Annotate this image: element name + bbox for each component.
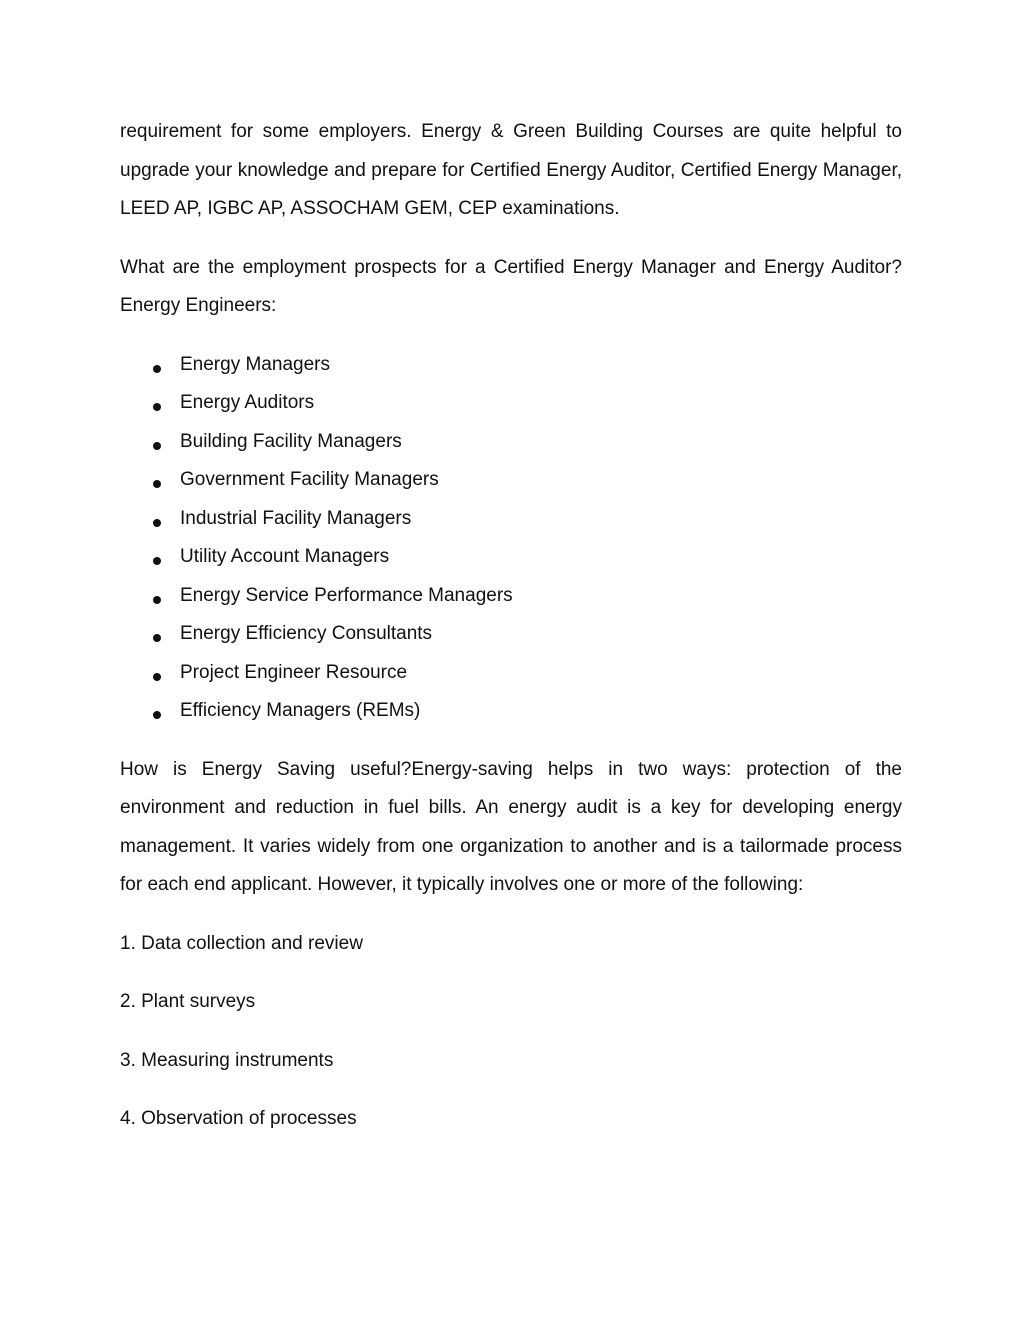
list-item-text: Utility Account Managers (180, 546, 390, 567)
bullet-icon (153, 480, 161, 488)
bullet-icon (153, 634, 161, 642)
bullet-icon (153, 403, 161, 411)
list-item (120, 423, 902, 462)
intro-paragraph: requirement for some employers. Energy & Green Building Courses are quite helpful to upgrade your knowledge and prepare for Certified Energy Auditor, Certified Energy Manager, LEED AP, IGBC AP, ASSOCHAM GEM, CEP examinations. (120, 121, 902, 219)
list-item (120, 461, 902, 500)
prospects-paragraph: What are the employment prospects for a Certified Energy Manager and Energy Auditor? Energy Engineers: (120, 256, 902, 316)
list-item-text: Energy Auditors (180, 392, 315, 413)
bullet-icon (153, 596, 161, 604)
list-item-text: Energy Service Performance Managers (180, 584, 513, 606)
list-item-text: Efficiency Managers (REMs) (180, 700, 421, 721)
list-item-text: Industrial Facility Managers (180, 507, 412, 529)
list-item-text: Building Facility Managers (180, 430, 402, 452)
bullet-icon (153, 673, 161, 681)
list-item-text: Energy Managers (180, 353, 330, 375)
list-item-text: Energy Efficiency Consultants (180, 623, 433, 644)
bullet-icon (153, 442, 161, 450)
list-item (120, 692, 902, 731)
energy-saving-paragraph: How is Energy Saving useful?Energy-saving helps in two ways: protection of the environment and reduction in fuel bills. An energy audit is a key for developing energy management. It varies widely from one organization to another and is a tailormade process for each end applicant. However, it typically involves one or more of the following: (120, 758, 902, 895)
job-titles-list (120, 346, 902, 731)
list-item-text: Government Facility Managers (180, 469, 439, 490)
document-page (120, 113, 902, 1159)
list-item (120, 346, 902, 385)
bullet-icon (153, 557, 161, 565)
bullet-icon (153, 519, 161, 527)
audit-step: 1. Data collection and review (120, 932, 363, 954)
list-item (120, 384, 902, 423)
bullet-icon (153, 365, 161, 373)
audit-step: 3. Measuring instruments (120, 1049, 334, 1071)
list-item (120, 538, 902, 577)
list-item (120, 577, 902, 616)
bullet-icon (153, 711, 161, 719)
list-item (120, 654, 902, 693)
audit-step: 2. Plant surveys (120, 991, 256, 1012)
audit-step: 4. Observation of processes (120, 1108, 357, 1129)
list-item (120, 500, 902, 539)
list-item (120, 615, 902, 654)
list-item-text: Project Engineer Resource (180, 661, 408, 683)
